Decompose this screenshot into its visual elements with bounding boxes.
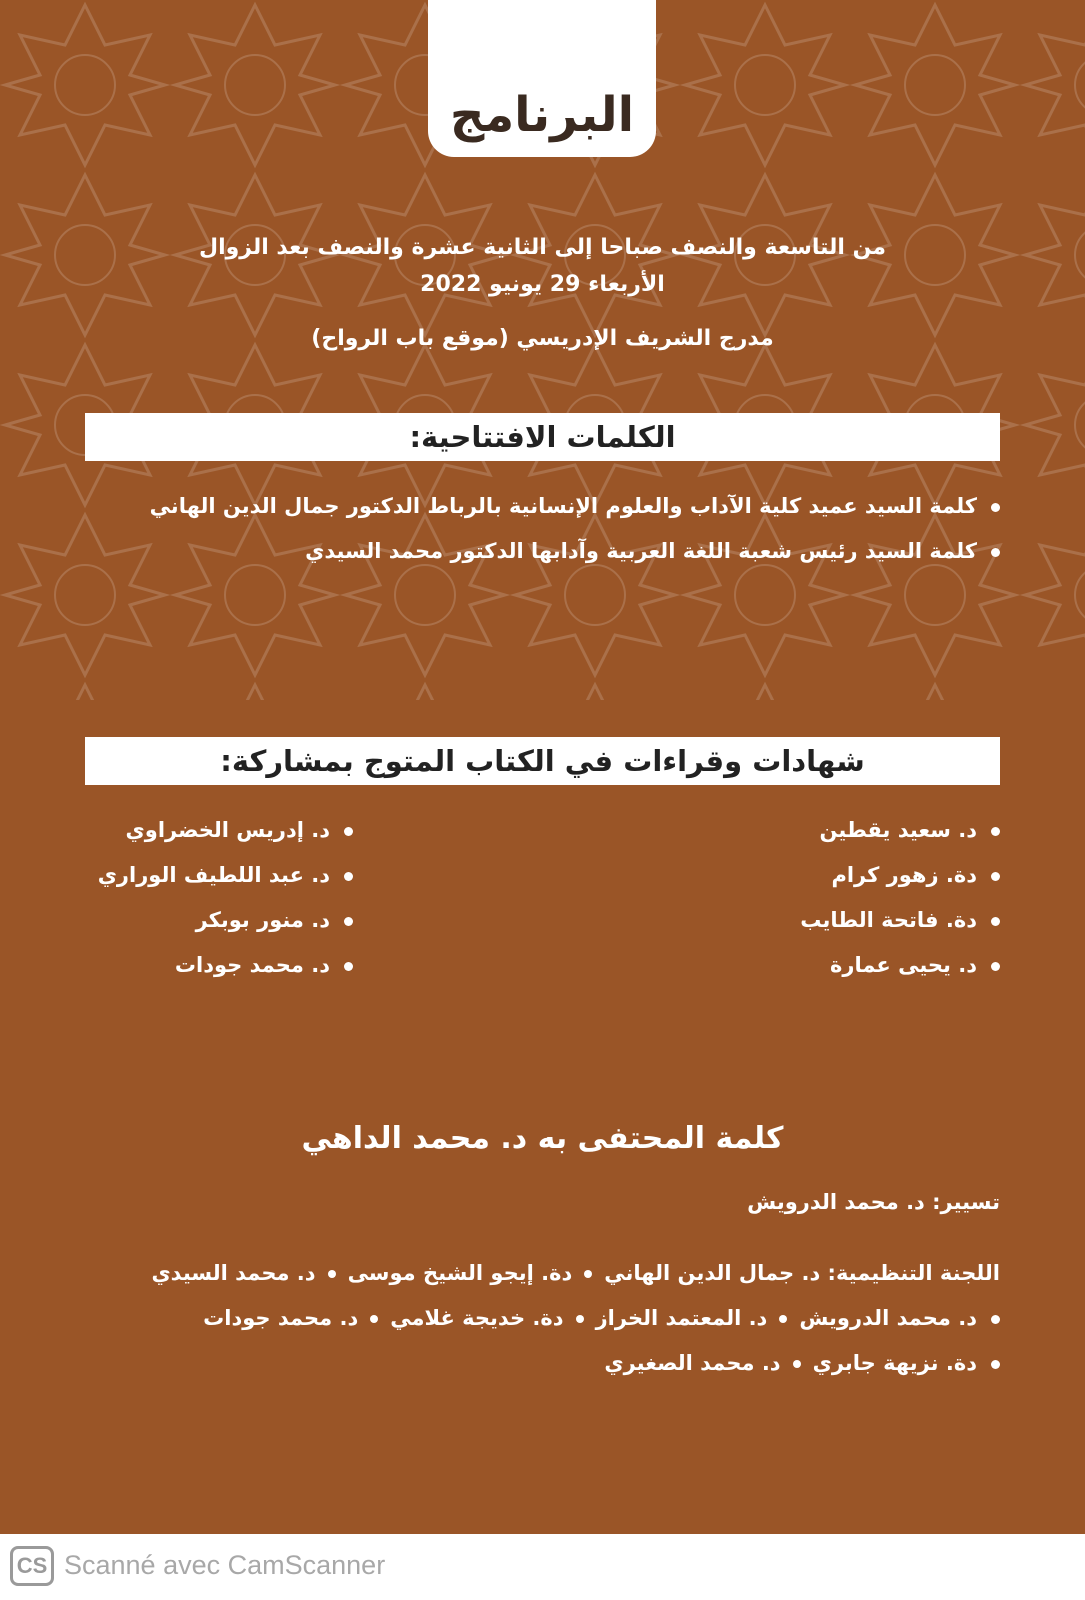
bullet-dot — [991, 827, 1000, 836]
committee-member: دة. إيجو الشيخ موسى — [347, 1261, 573, 1285]
separator-dot — [793, 1360, 801, 1368]
bullet-dot — [991, 548, 1000, 557]
committee-member: دة. خديجة غلامي — [390, 1306, 564, 1330]
participant-item: د. منور بوبكر — [98, 906, 353, 934]
opening-heading: الكلمات الافتتاحية: — [409, 420, 676, 454]
participants-left-column — [98, 816, 353, 979]
committee-row-2 — [203, 1306, 1000, 1330]
committee-member: د. محمد الدرويش — [799, 1306, 977, 1330]
testimonies-heading: شهادات وقراءات في الكتاب المتوج بمشاركة: — [220, 744, 865, 778]
participant-item: د. عبد اللطيف الوراري — [98, 861, 353, 889]
separator-dot — [576, 1315, 584, 1323]
committee-member: د. محمد الصغيري — [604, 1351, 781, 1375]
bullet-dot — [991, 917, 1000, 926]
committee-row-3 — [604, 1351, 1000, 1375]
committee-member: د. محمد جودات — [203, 1306, 359, 1330]
moderation-line: تسيير: د. محمد الدرويش — [747, 1190, 1000, 1214]
camscanner-logo-icon: CS — [10, 1546, 54, 1586]
opening-item: كلمة السيد عميد كلية الآداب والعلوم الإنسانية بالرباط الدكتور جمال الدين الهاني — [150, 494, 1000, 518]
bullet-dot — [991, 962, 1000, 971]
participant-item: دة. زهور كرام — [800, 861, 1000, 889]
scanner-watermark-text: Scanné avec CamScanner — [64, 1550, 386, 1580]
bullet-dot — [344, 917, 353, 926]
committee-label: اللجنة التنظيمية: — [827, 1261, 1000, 1285]
separator-dot — [584, 1270, 592, 1278]
date-line: الأربعاء 29 يونيو 2022 — [420, 272, 665, 297]
separator-dot — [328, 1270, 336, 1278]
honoree-line: كلمة المحتفى به د. محمد الداهي — [301, 1121, 784, 1156]
time-line: من التاسعة والنصف صباحا إلى الثانية عشرة والنصف بعد الزوال — [198, 235, 887, 260]
participant-item: د. إدريس الخضراوي — [98, 816, 353, 844]
bullet-dot — [991, 1315, 1000, 1324]
committee-member: د. المعتمد الخراز — [595, 1306, 768, 1330]
opening-item: كلمة السيد رئيس شعبة اللغة العربية وآدابها الدكتور محمد السيدي — [305, 539, 1000, 563]
committee-row-1 — [151, 1261, 1000, 1285]
bullet-dot — [991, 503, 1000, 512]
testimonies-banner — [85, 737, 1000, 785]
bullet-dot — [991, 872, 1000, 881]
bullet-dot — [344, 827, 353, 836]
separator-dot — [779, 1315, 787, 1323]
participant-item: د. سعيد يقطين — [800, 816, 1000, 844]
participant-item: د. يحيى عمارة — [800, 951, 1000, 979]
venue-line: مدرج الشريف الإدريسي (موقع باب الرواح) — [311, 326, 774, 351]
opening-banner — [85, 413, 1000, 461]
committee-member: د. محمد السيدي — [151, 1261, 316, 1285]
scanner-footer — [0, 1534, 1085, 1600]
committee-member: د. جمال الدين الهاني — [604, 1261, 821, 1285]
participant-item: د. محمد جودات — [98, 951, 353, 979]
separator-dot — [370, 1315, 378, 1323]
page-title: البرنامج — [449, 87, 635, 143]
committee-member: دة. نزيهة جابري — [812, 1351, 977, 1375]
participant-item: دة. فاتحة الطايب — [800, 906, 1000, 934]
bullet-dot — [344, 872, 353, 881]
bullet-dot — [344, 962, 353, 971]
bullet-dot — [991, 1360, 1000, 1369]
title-tab — [428, 0, 656, 157]
participants-right-column — [800, 816, 1000, 979]
